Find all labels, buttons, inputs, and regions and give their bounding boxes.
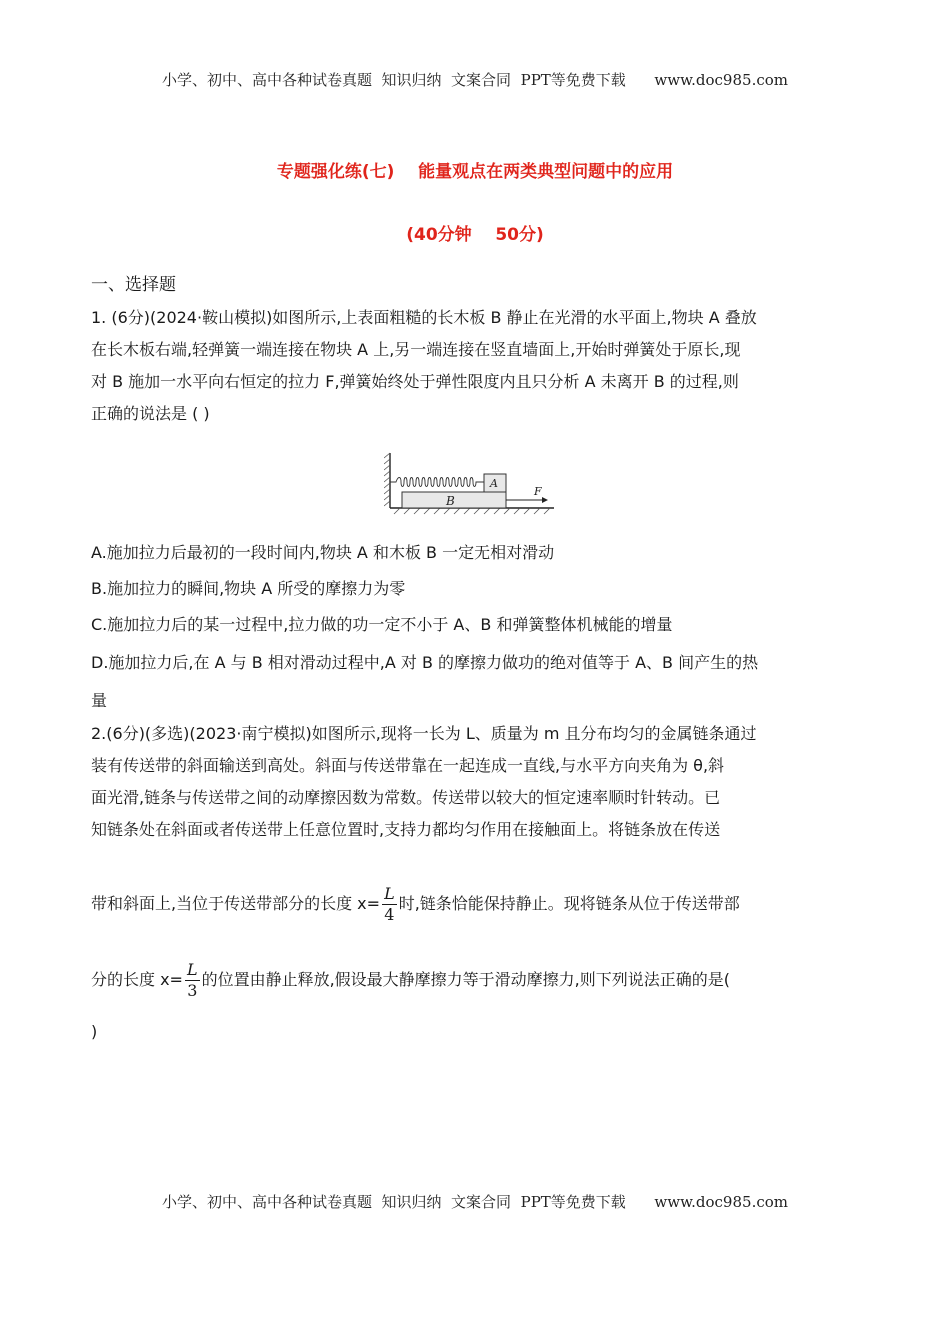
frac1-denominator: 4 xyxy=(384,905,395,924)
question-2-stem xyxy=(91,718,861,846)
q1-option-b: B.施加拉力的瞬间,物块 A 所受的摩擦力为零 xyxy=(91,579,406,598)
q2-line-6-pre: 分的长度 x= xyxy=(91,970,183,989)
q2-line-3: 面光滑,链条与传送带之间的动摩擦因数为常数。传送带以较大的恒定速率顺时针转动。已 xyxy=(91,788,721,807)
q2-line-2: 装有传送带的斜面输送到高处。斜面与传送带靠在一起连成一直线,与水平方向夹角为 θ,斜 xyxy=(91,756,725,775)
q1-line-2: 在长木板右端,轻弹簧一端连接在物块 A 上,另一端连接在竖直墙面上,开始时弹簧处于原长,现 xyxy=(91,340,741,359)
q2-line-6 xyxy=(91,960,861,1001)
frac2-denominator: 3 xyxy=(187,981,198,1000)
q2-line-4: 知链条处在斜面或者传送带上任意位置时,支持力都均匀作用在接触面上。将链条放在传送 xyxy=(91,820,721,839)
q2-line-7: ) xyxy=(91,1022,98,1041)
q2-line-6-post: 的位置由静止释放,假设最大静摩擦力等于滑动摩擦力,则下列说法正确的是( xyxy=(201,970,731,989)
block-a-label: A xyxy=(490,477,498,490)
q1-line-3: 对 B 施加一水平向右恒定的拉力 F,弹簧始终处于弹性限度内且只分析 A 未离开 B 的过程,则 xyxy=(91,372,739,391)
section-heading: 一、选择题 xyxy=(91,275,176,295)
q2-line-5-pre: 带和斜面上,当位于传送带部分的长度 x= xyxy=(91,894,381,913)
frac2-numerator: L xyxy=(186,960,198,979)
q1-option-c: C.施加拉力后的某一过程中,拉力做的功一定不小于 A、B 和弹簧整体机械能的增量 xyxy=(91,615,673,634)
frac1-numerator: L xyxy=(384,884,395,903)
fraction-l-over-3 xyxy=(185,960,200,1001)
q2-line-5 xyxy=(91,884,861,925)
q2-line-5-post: 时,链条恰能保持静止。现将链条从位于传送带部 xyxy=(398,894,740,913)
footer-banner: 小学、初中、高中各种试卷真题 知识归纳 文案合同 PPT等免费下载 www.doc985.com xyxy=(161,1193,788,1211)
header-banner: 小学、初中、高中各种试卷真题 知识归纳 文案合同 PPT等免费下载 www.doc985.com xyxy=(161,71,788,89)
page-subtitle: (40分钟 50分) xyxy=(406,225,544,245)
q2-line-1: 2.(6分)(多选)(2023·南宁模拟)如图所示,现将一长为 L、质量为 m 且分布均匀的金属链条通过 xyxy=(91,724,757,743)
q1-option-a: A.施加拉力后最初的一段时间内,物块 A 和木板 B 一定无相对滑动 xyxy=(91,543,555,562)
q1-option-d: D.施加拉力后,在 A 与 B 相对滑动过程中,A 对 B 的摩擦力做功的绝对值等于 A、B 间产生的热 xyxy=(91,653,759,672)
fraction-l-over-4 xyxy=(382,884,397,925)
force-label: F xyxy=(534,485,542,498)
q1-option-d-cont: 量 xyxy=(91,691,108,710)
question-1-stem xyxy=(91,302,861,430)
q1-line-4: 正确的说法是 ( ) xyxy=(91,404,210,423)
spring-block-figure xyxy=(384,450,564,520)
q1-line-1: 1. (6分)(2024·鞍山模拟)如图所示,上表面粗糙的长木板 B 静止在光滑的水平面上,物块 A 叠放 xyxy=(91,308,757,327)
board-b-label: B xyxy=(446,494,455,508)
page-title: 专题强化练(七) 能量观点在两类典型问题中的应用 xyxy=(276,162,674,182)
